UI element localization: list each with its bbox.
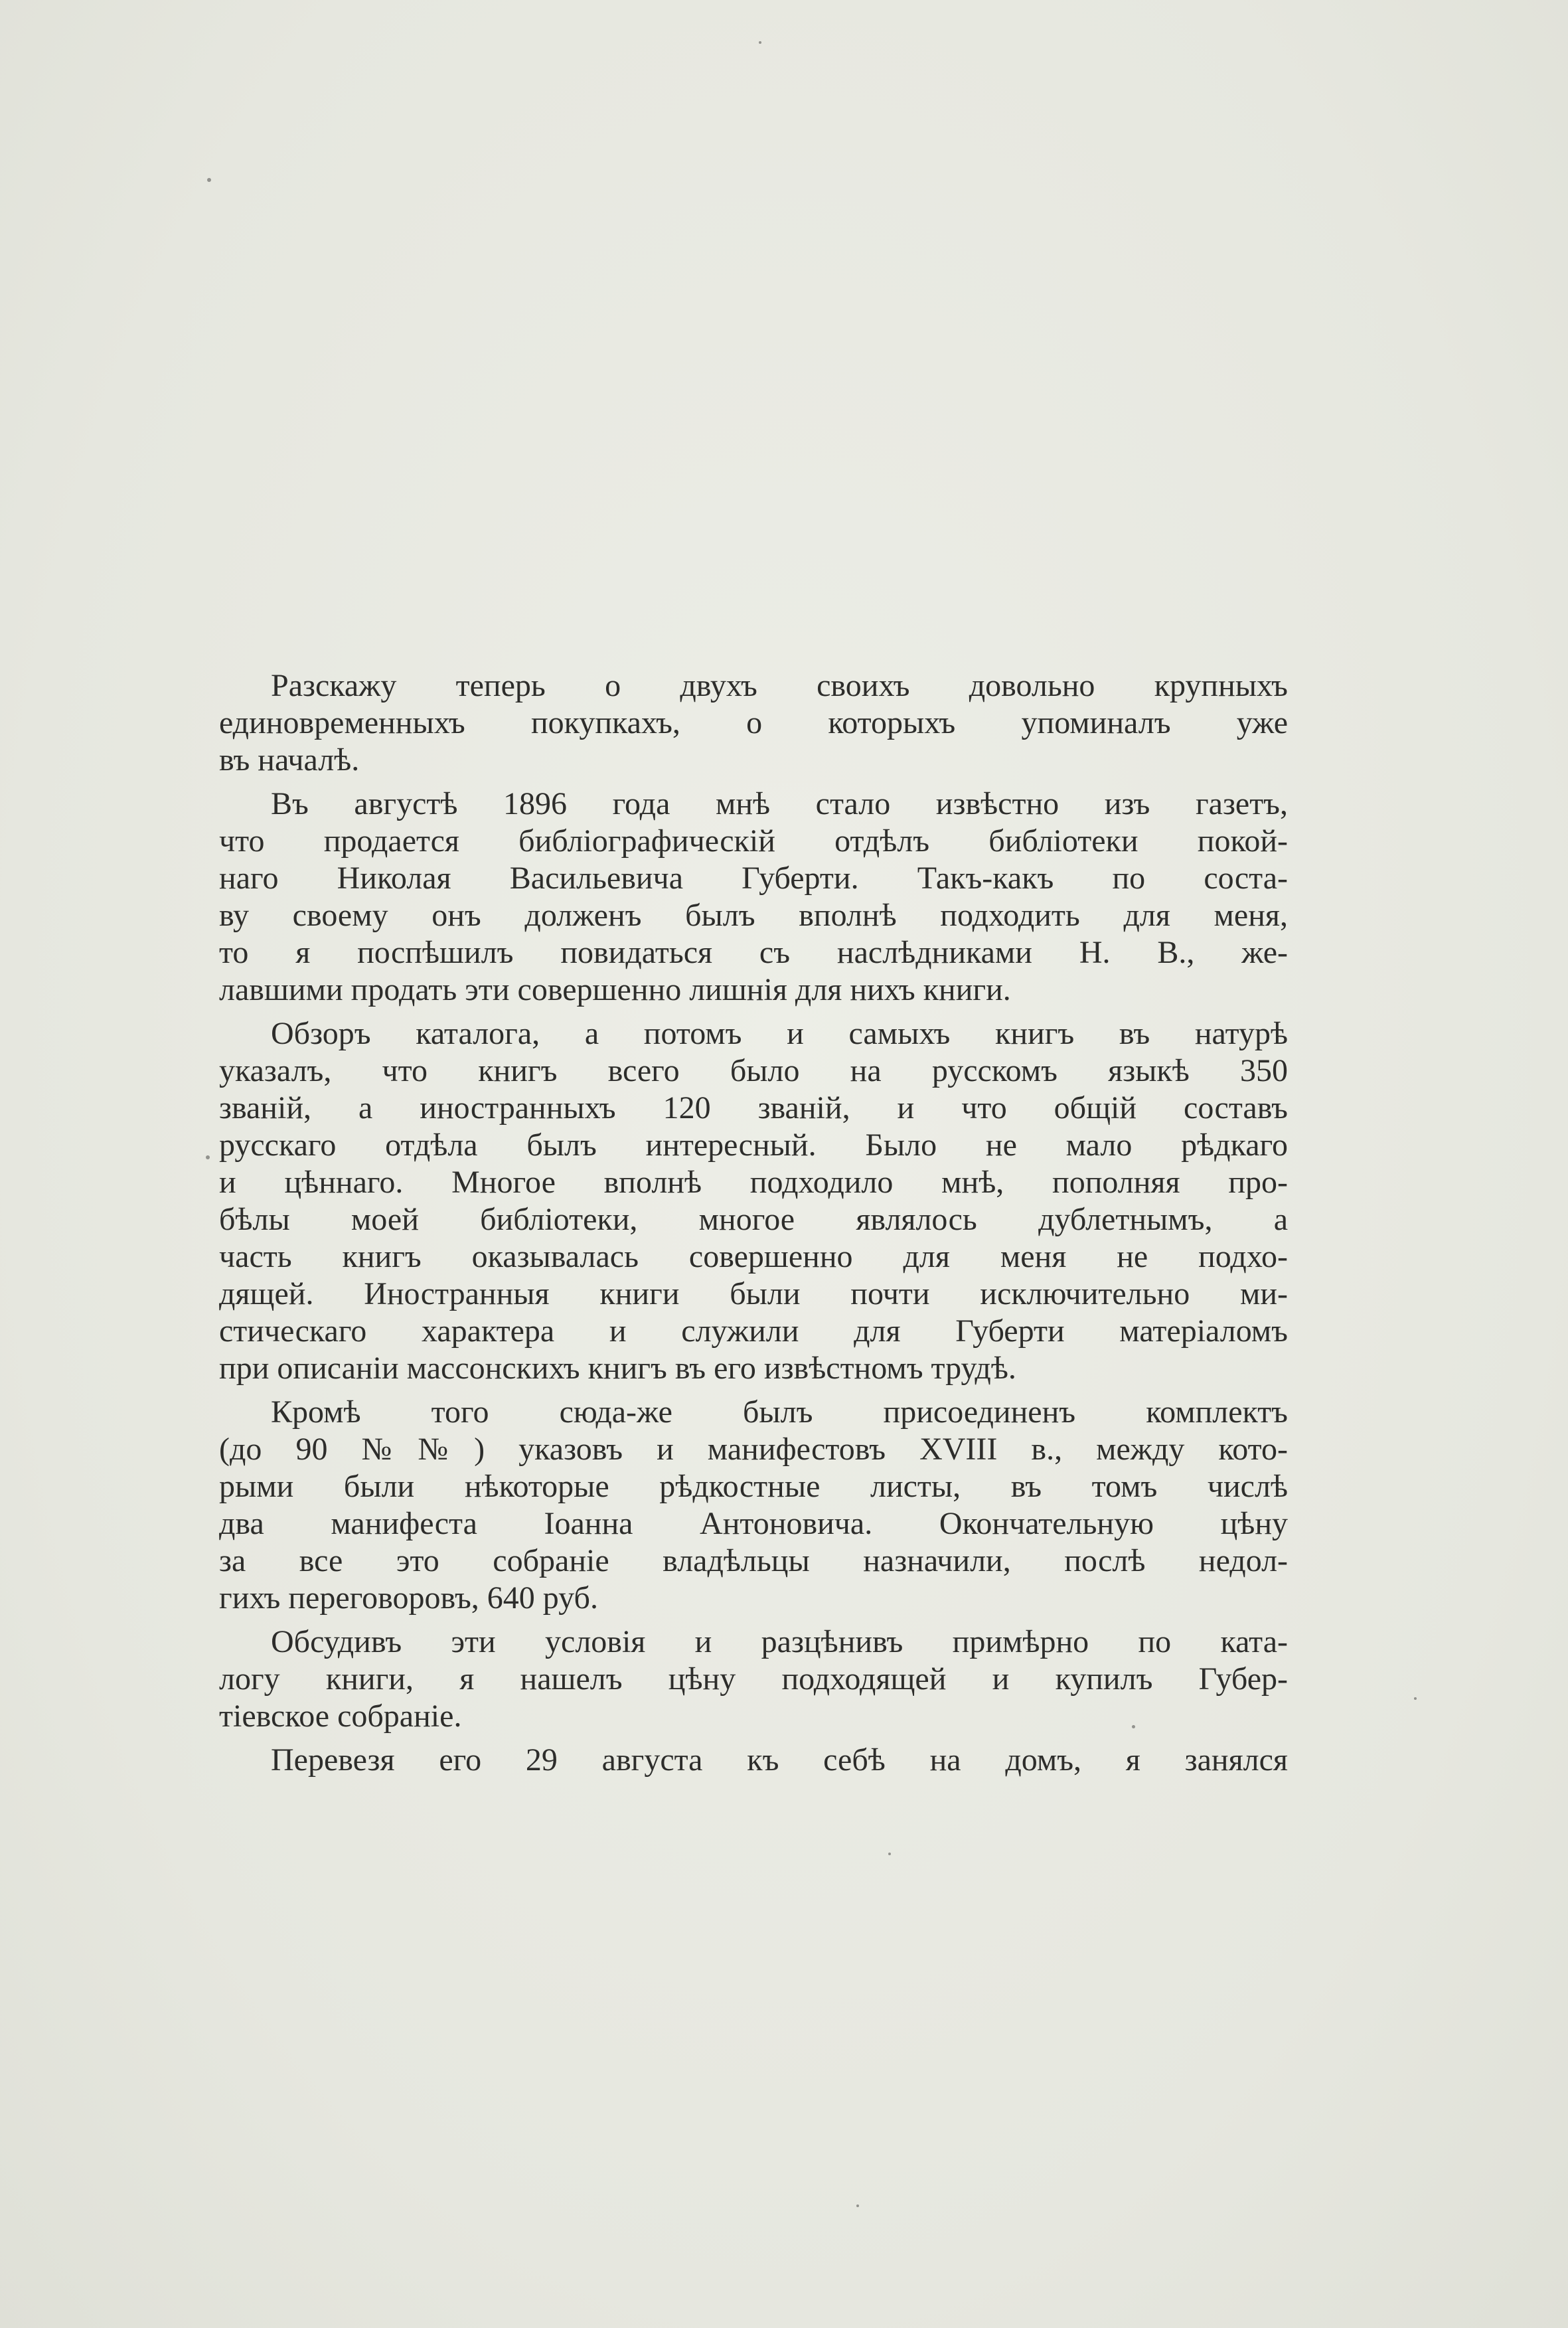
text-line: и цѣннаго. Многое вполнѣ подходило мнѣ, пополняя про-: [219, 1165, 1288, 1200]
paragraph-4: [219, 1394, 1288, 1617]
paragraph-6: [219, 1742, 1288, 1779]
text-line: за все это собранiе владѣльцы назначили, послѣ недол-: [219, 1543, 1288, 1578]
text-line: Обзоръ каталога, а потомъ и самыхъ книгъ въ натурѣ: [271, 1016, 1288, 1051]
paper-speck: [759, 41, 761, 44]
text-line: стическаго характера и служили для Губерти матерiаломъ: [219, 1313, 1288, 1349]
paper-speck: [856, 2204, 859, 2207]
text-line: при описанiи массонскихъ книгъ въ его извѣстномъ трудѣ.: [219, 1351, 1016, 1386]
paper-speck: [206, 1155, 210, 1159]
text-line: дящей. Иностранныя книги были почти исключительно ми-: [219, 1276, 1288, 1311]
text-line: тiевское собранiе.: [219, 1699, 462, 1734]
paper-speck: [1414, 1697, 1417, 1700]
paper-speck: [888, 1853, 891, 1855]
text-line: лавшими продать эти совершенно лишнiя для нихъ книги.: [219, 972, 1011, 1007]
paragraph-2: [219, 786, 1288, 1009]
text-line: ву своему онъ долженъ былъ вполнѣ подходить для меня,: [219, 898, 1288, 933]
text-line: Перевезя его 29 августа къ себѣ на домъ, я занялся: [271, 1742, 1288, 1778]
text-line: рыми были нѣкоторые рѣдкостные листы, въ томъ числѣ: [219, 1469, 1288, 1504]
text-line: что продается библiографическiй отдѣлъ библiотеки покой-: [219, 823, 1288, 859]
text-line: то я поспѣшилъ повидаться съ наслѣдниками Н. В., же-: [219, 935, 1288, 970]
text-line: гихъ переговоровъ, 640 руб.: [219, 1580, 598, 1616]
body-text: [219, 667, 1288, 1786]
text-line: русскаго отдѣла былъ интересный. Было не мало рѣдкаго: [219, 1127, 1288, 1163]
paragraph-1: [219, 667, 1288, 779]
text-line: указалъ, что книгъ всего было на русскомъ языкѣ 350: [219, 1053, 1288, 1088]
text-line: званiй, а иностранныхъ 120 званiй, и что общiй составъ: [219, 1090, 1288, 1125]
paragraph-3: [219, 1015, 1288, 1387]
paper-speck: [207, 178, 211, 182]
paragraph-5: [219, 1623, 1288, 1735]
text-line: наго Николая Васильевича Губерти. Такъ-какъ по соста-: [219, 861, 1288, 896]
text-line: Разскажу теперь о двухъ своихъ довольно крупныхъ: [271, 668, 1288, 703]
text-line: (до 90 №№) указовъ и манифестовъ XVIII в., между кото-: [219, 1432, 1288, 1467]
text-line: единовременныхъ покупкахъ, о которыхъ упоминалъ уже: [219, 705, 1288, 740]
text-line: Обсудивъ эти условiя и разцѣнивъ примѣрно по ката-: [271, 1624, 1288, 1659]
text-line: логу книги, я нашелъ цѣну подходящей и купилъ Губер-: [219, 1661, 1288, 1697]
text-line: Въ августѣ 1896 года мнѣ стало извѣстно изъ газетъ,: [271, 786, 1288, 821]
text-line: Кромѣ того сюда-же былъ присоединенъ комплектъ: [271, 1394, 1288, 1430]
text-line: въ началѣ.: [219, 742, 360, 778]
text-line: бѣлы моей библiотеки, многое являлось дублетнымъ, а: [219, 1202, 1288, 1237]
text-line: два манифеста Iоанна Антоновича. Окончательную цѣну: [219, 1506, 1288, 1541]
text-line: часть книгъ оказывалась совершенно для меня не подхо-: [219, 1239, 1288, 1274]
